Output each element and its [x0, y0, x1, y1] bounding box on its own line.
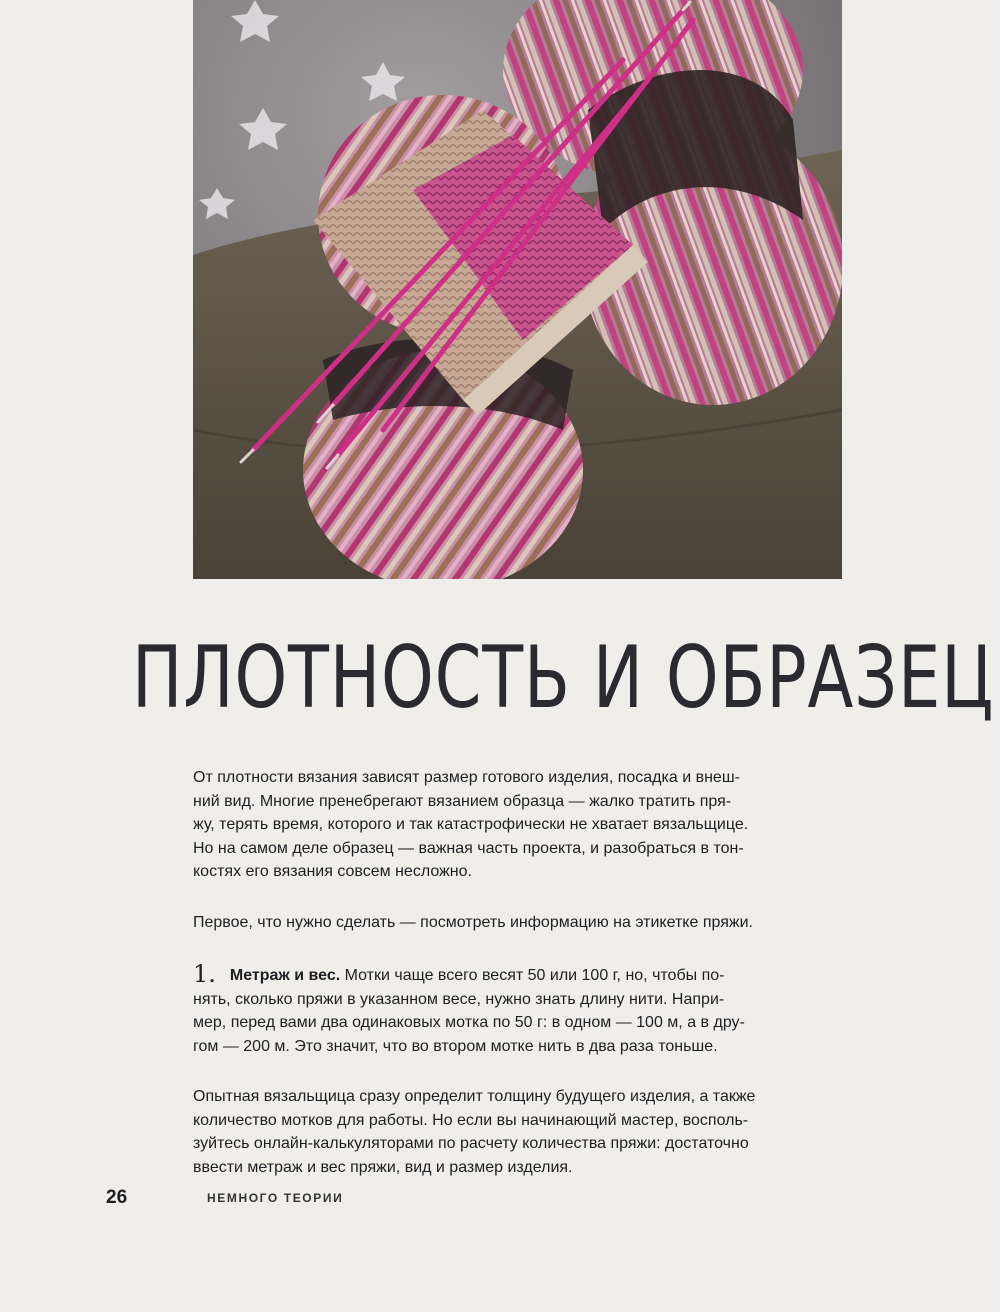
section-title: НЕМНОГО ТЕОРИИ — [207, 1191, 344, 1205]
list-item — [193, 961, 843, 1058]
yarn-photo — [193, 0, 842, 579]
page-title: ПЛОТНОСТЬ И ОБРАЗЕЦ — [132, 628, 995, 728]
page-number: 26 — [106, 1187, 128, 1208]
list-number: 1. — [193, 960, 216, 988]
intro-paragraph: От плотности вязания зависят размер готового изделия, посадка и внеш- ний вид. Многие пренебрегают вязанием образца — жалко тратить пря- жу, терять время, которого и так катастрофически не хватает вязальщице. Но на самом деле образец — важная часть проекта, и разобраться в тон- костях его вязания совсем несложно. — [193, 769, 749, 880]
article-body — [193, 766, 843, 1206]
closing-paragraph: Опытная вязальщица сразу определит толщину будущего изделия, а также количество мотков для работы. Но если вы начинающий мастер, восполь- зуйтесь онлайн-калькуляторами по расчету количества пряжи: достаточно ввести метраж и вес пряжи, вид и размер изделия. — [193, 1088, 756, 1176]
yarn-photo-icon — [193, 0, 842, 579]
list-text: Мотки чаще всего весят 50 или 100 г, но, чтобы по- нять, сколько пряжи в указанном весе, нужно знать длину нити. Напри- мер, перед вами два одинаковых мотка по 50 г: в одном — 100 м, а в дру- гом — 200 м. Это значит, что во втором мотке нить в два раза тоньше. — [193, 967, 745, 1055]
label-paragraph: Первое, что нужно сделать — посмотреть информацию на этикетке пряжи. — [193, 913, 753, 931]
list-lead: Метраж и вес. — [229, 967, 341, 984]
